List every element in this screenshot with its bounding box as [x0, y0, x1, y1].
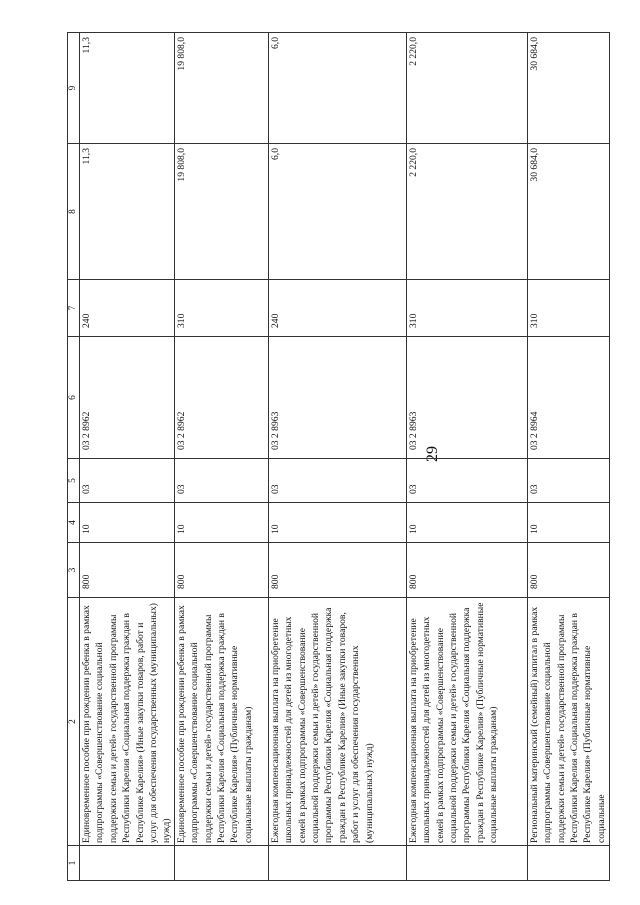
amount-cell: 6,0	[268, 144, 406, 280]
row-number-cell	[174, 846, 268, 881]
amount-cell: 2 220,0	[406, 144, 527, 280]
row-number-cell	[268, 846, 406, 881]
description-cell: Ежегодная компенсационная выплата на приобретение школьных принадлежностей для детей из многодетных семей в рамках подпрограммы «Совершенствование социальной поддержки семьи и детей» государственной программы Республики Карелия «Социальная поддержка граждан в Республике Карелия» (Иные закупки товаров, работ и услуг для обеспечения государственных (муниципальных) нужд)	[268, 598, 406, 846]
amount-cell: 2 220,0	[406, 33, 527, 144]
section-cell: 10	[527, 503, 609, 543]
column-number-row	[68, 33, 80, 881]
ministry-code-cell: 800	[527, 543, 609, 598]
table-row	[80, 33, 175, 881]
page-number: 29	[424, 446, 441, 462]
col-header: 4	[68, 503, 80, 543]
expense-type-cell: 240	[80, 280, 175, 337]
col-header: 2	[68, 598, 80, 846]
table-row	[268, 33, 406, 881]
subsection-cell: 03	[268, 459, 406, 503]
target-article-cell: 03 2 8962	[174, 337, 268, 459]
col-header: 3	[68, 543, 80, 598]
table-row	[174, 33, 268, 881]
subsection-cell: 03	[174, 459, 268, 503]
row-number-cell	[80, 846, 175, 881]
col-header: 7	[68, 280, 80, 337]
ministry-code-cell: 800	[406, 543, 527, 598]
section-cell: 10	[268, 503, 406, 543]
subsection-cell: 03	[80, 459, 175, 503]
col-header: 1	[68, 846, 80, 881]
ministry-code-cell: 800	[174, 543, 268, 598]
col-header: 5	[68, 459, 80, 503]
expense-type-cell: 310	[174, 280, 268, 337]
ministry-code-cell: 800	[80, 543, 175, 598]
subsection-cell: 03	[406, 459, 527, 503]
description-cell: Региональный материнский (семейный) капитал в рамках подпрограммы «Совершенствование социальной поддержки семьи и детей» государственной программы Республики Карелия «Социальная поддержка граждан в Республике Карелия» (Публичные нормативные социальные	[527, 598, 609, 846]
section-cell: 10	[174, 503, 268, 543]
budget-table	[67, 32, 610, 881]
row-number-cell	[406, 846, 527, 881]
target-article-cell: 03 2 8963	[268, 337, 406, 459]
target-article-cell: 03 2 8964	[527, 337, 609, 459]
amount-cell: 11,3	[80, 33, 175, 144]
description-cell: Единовременное пособие при рождении ребенка в рамках подпрограммы «Совершенствование социальной поддержки семьи и детей» государственной программы Республики Карелия «Социальная поддержка граждан в Республике Карелия» (Публичные нормативные социальные выплаты гражданам)	[174, 598, 268, 846]
expense-type-cell: 240	[268, 280, 406, 337]
ministry-code-cell: 800	[268, 543, 406, 598]
amount-cell: 11,3	[80, 144, 175, 280]
expense-type-cell: 310	[406, 280, 527, 337]
subsection-cell: 03	[527, 459, 609, 503]
section-cell: 10	[406, 503, 527, 543]
description-cell: Ежегодная компенсационная выплата на приобретение школьных принадлежностей для детей из многодетных семей в рамках подпрограммы «Совершенствование социальной поддержки семьи и детей» государственной программы Республики Карелия «Социальная поддержка граждан в Республике Карелия» (Публичные нормативные социальные выплаты гражданам)	[406, 598, 527, 846]
col-header: 9	[68, 33, 80, 144]
col-header: 6	[68, 337, 80, 459]
description-cell: Единовременное пособие при рождении ребенка в рамках подпрограммы «Совершенствование социальной поддержки семьи и детей» государственной программы Республики Карелия «Социальная поддержка граждан в Республике Карелия» (Иные закупки товаров, работ и услуг для обеспечения государственных (муниципальных) нужд)	[80, 598, 175, 846]
expense-type-cell: 310	[527, 280, 609, 337]
section-cell: 10	[80, 503, 175, 543]
amount-cell: 19 808,0	[174, 33, 268, 144]
amount-cell: 6,0	[268, 33, 406, 144]
amount-cell: 30 684,0	[527, 33, 609, 144]
col-header: 8	[68, 144, 80, 280]
target-article-cell: 03 2 8962	[80, 337, 175, 459]
amount-cell: 30 684,0	[527, 144, 609, 280]
target-article-cell: 03 2 8963	[406, 337, 527, 459]
table-row	[406, 33, 527, 881]
amount-cell: 19 808,0	[174, 144, 268, 280]
row-number-cell	[527, 846, 609, 881]
table-row	[527, 33, 609, 881]
